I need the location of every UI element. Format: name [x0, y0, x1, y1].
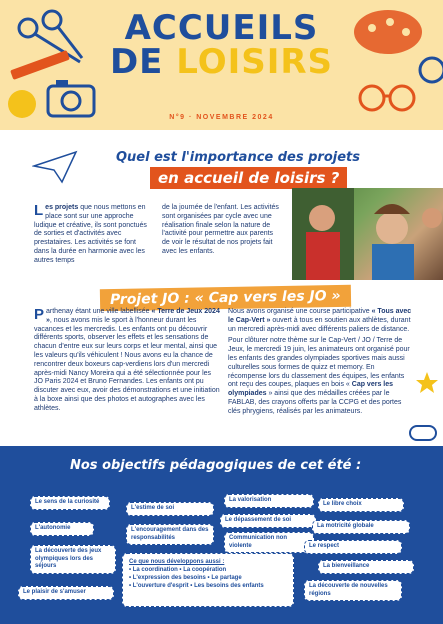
tag-estime: L'estime de soi [126, 502, 214, 516]
sunglasses-icon [360, 86, 414, 110]
photo-figures [292, 188, 443, 280]
develop-heading: Ce que nous développons aussi : [129, 559, 225, 565]
develop-box [122, 553, 294, 607]
section2-col1-a: arthenay étant une ville labellisée [46, 308, 152, 315]
section2-col1-bold: « Terre de Jeux 2024 » [46, 308, 220, 324]
section2-p1 [228, 308, 412, 334]
tag-decouverte-jo: La découverte des jeux olympiques lors des séjours [30, 545, 116, 574]
controller-icon [408, 420, 438, 446]
section2-col1-b: , nous avons mis le sport à l'honneur durant les vacances et les mercredis. Les enfants ont pu découvrir différents sports, observer les effets et les sensations de chacun d'entre eux sur leurs corps et leur mental, ainsi que les valeurs qu'ils véhiculent ! Nous avons eu la chance de rencontrer deux boxeurs cap-verdiens lors d'un mercredi après-midi Nancy Moreira qui a été sélectionnée pour les JO Paris 2024 et Bruno Fernandes. Les enfants ont pu discuter avec eux, avoir des démonstrations et une initiation à la boxe ainsi que des photos et autographes avec les athlètes. [34, 316, 220, 412]
tag-valorisation: La valorisation [224, 494, 314, 508]
star-icon [414, 370, 440, 396]
section1-heading [88, 150, 388, 189]
section2-p2-b: » ainsi que des médailles créées par le FABLAB, des crayons offerts par la CCPG et des portes clés phrygiens, réalisés par les animateurs. [228, 390, 402, 415]
drop-cap: L [34, 202, 44, 219]
section1-col2: de la journée de l'enfant. Les activités sont organisées par cycle avec une réalisation finale selon la nature de l'activité pour permettre aux parents de voir le résultat de nos projets fait avec les enfants. [162, 204, 279, 255]
section2-col2 [228, 308, 412, 417]
tag-libre-choix: Le libre choix [318, 498, 404, 512]
tag-depassement: Le dépassement de soi [220, 514, 316, 528]
tag-encouragement: L'encouragement dans des responsabilités [126, 524, 214, 545]
paper-plane-icon [32, 150, 78, 184]
tag-respect: Le respect [304, 540, 402, 554]
tag-nouvelles-regions: La découverte de nouvelles régions [304, 580, 402, 601]
develop-line2: • L'expression des besoins • Le partage [129, 575, 242, 581]
section2-p1-a: Nous avons organisé une course participative [228, 308, 372, 315]
title-line2-loisirs: LOISIRS [176, 42, 334, 82]
title-line1: ACCUEILS [124, 8, 319, 48]
tag-motricite: La motricité globale [312, 520, 410, 534]
section2-p1-b: ouvert à tous en soutien aux athlètes, durant un mercredi après-midi avec différents paliers de distance. [228, 316, 411, 333]
section2-p1-bold: « Tous avec le Cap-Vert » [228, 308, 412, 324]
tag-plaisir: Le plaisir de s'amuser [18, 586, 114, 600]
camera-icon [48, 80, 94, 116]
section1-col1-text: que nous mettons en place sont sur une approche ludique et créative, ils sont ponctués de sorties et d'activités avec prestataires. Les activités se font dans la durée en harmonie avec les autres temps [34, 204, 147, 264]
develop-line3: • L'ouverture d'esprit • Les besoins des enfants [129, 583, 264, 589]
drop-cap-p: P [34, 306, 45, 323]
section2-p2-a: Pour clôturer notre thème sur le Cap-Vert / JO / Terre de Jeux, le mercredi 19 juin, les animateurs ont organisé pour les enfants des grandes olympiades sportives mais aussi culturelles sous formes de quizz et memory. En récompense lors du classement des équipes, les enfants ont reçu des coupes, plaques en bois « [228, 337, 410, 389]
title-line2-de: DE [109, 42, 177, 82]
section2-p2-bold: Cap vers les olympiades [228, 381, 394, 398]
issue-label: N°9 · NOVEMBRE 2024 [169, 114, 274, 121]
title-line2 [0, 42, 443, 82]
section2-p2 [228, 337, 412, 416]
tag-autonomie: L'autonomie [30, 522, 94, 536]
section1-bold: es projets [45, 204, 79, 211]
section1-heading-line1: Quel est l'importance des projets [115, 150, 361, 165]
section2-heading: Projet JO : « Cap vers les JO » [100, 285, 351, 311]
section2-col1 [34, 308, 220, 414]
tag-communication: Communication non violente [224, 532, 314, 553]
photo-kids-activity [292, 188, 443, 280]
tag-curiosite: Le sens de la curiosité [30, 496, 110, 510]
section1-heading-line2: en accueil de loisirs ? [150, 167, 347, 189]
tag-bienveillance: La bienveillance [318, 560, 414, 574]
develop-line1: • La coordination • La coopération [129, 567, 227, 573]
objectives-title: Nos objectifs pédagogiques de cet été : [70, 458, 362, 473]
section1-col1 [34, 204, 152, 266]
